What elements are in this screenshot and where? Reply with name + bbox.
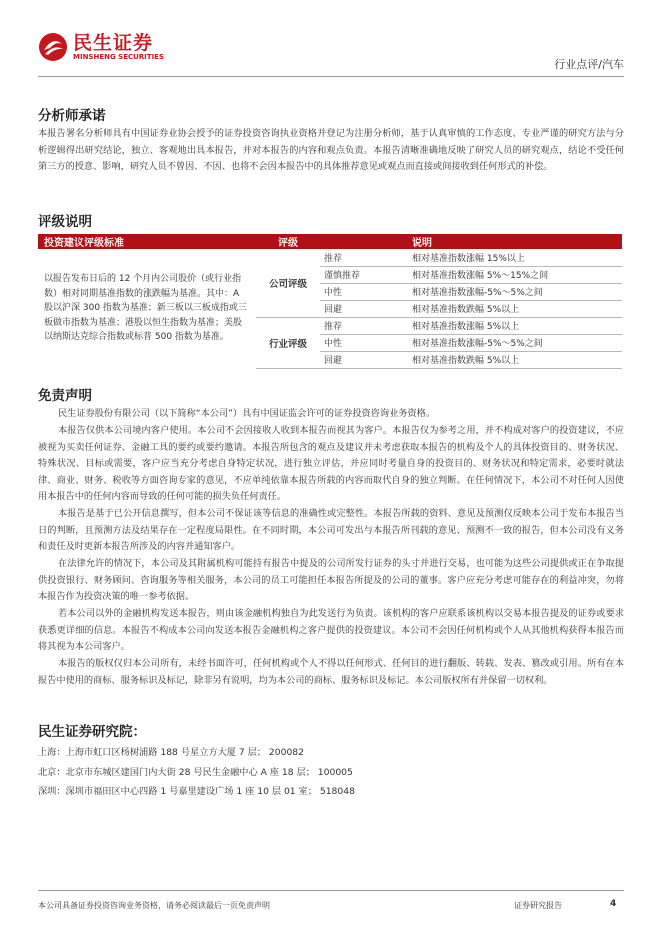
grade-description: 相对基准指数涨幅-5%～5%之间 (402, 283, 622, 300)
table-row (38, 249, 622, 266)
header-criteria: 投资建议评级标准 (38, 234, 256, 249)
rating-table (38, 234, 622, 369)
disclaimer-paragraph-2: 本报告仅供本公司境内客户使用。本公司不会因接收人收到本报告而视其为客户。本报告仅为参考之用，并不构成对客户的投资建议，不应被视为买卖任何证券、金融工具的要约或要约邀请。本报告所包含的观点及建议并未考虑获取本报告的机构及个人的具体投资目的、财务状况、特殊状况、目标或需要，客户应当充分考虑自身特定状况，进行独立评估，并应同时考量自身的投资目的、财务状况和特定需求，必要时就法律、商业、财务、税收等方面咨询专家的意见，不应单纯依靠本报告所载的内容而取代自身的独立判断。在任何情况下，本公司不对任何人因使用本报告中的任何内容而导致的任何可能的损失负任何责任。 (38, 425, 624, 503)
rating-criteria-description: 以报告发布日后的 12 个月内公司股价（或行业指数）相对同期基准指数的涨跌幅为基准。其中：A 股以沪深 300 指数为基准；新三板以三板成指或三板做市指数为基准；港股以恒生指数为基准；美股以纳斯达克综合指数或标普 500 指数为基准。 (44, 274, 247, 343)
grade-description: 相对基准指数涨幅 5%以上 (402, 317, 622, 334)
grade-description: 相对基准指数涨幅 5%～15%之间 (402, 266, 622, 283)
header-explanation: 说明 (402, 234, 622, 249)
grade-description: 相对基准指数跌幅 5%以上 (402, 300, 622, 317)
footer-divider (38, 890, 624, 891)
analyst-statement: 本报告署名分析师具有中国证券业协会授予的证券投资咨询执业资格并登记为注册分析师，基于认真审慎的工作态度、专业严谨的研究方法与分析逻辑得出研究结论，独立、客观地出具本报告，并对本报告的内容和观点负责。本报告清晰准确地反映了研究人员的研究观点，结论不受任何第三方的授意、影响，研究人员不曾因、不因、也将不会因本报告中的具体推荐意见或观点而直接或间接收到任何形式的补偿。 (38, 128, 624, 173)
address-beijing: 北京：北京市东城区建国门内大街 28 号民生金融中心 A 座 18 层； 100005 (38, 767, 353, 778)
grade-cell: 推荐 (320, 249, 402, 266)
grade-cell: 谨慎推荐 (320, 266, 402, 283)
header-grade: 评级 (256, 234, 320, 249)
disclaimer-paragraph-1: 民生证券股份有限公司（以下简称“本公司”）具有中国证监会许可的证券投资咨询业务资格。 (58, 408, 436, 419)
minsheng-logo-icon (38, 32, 68, 62)
address-shanghai: 上海：上海市虹口区杨树浦路 188 号星立方大厦 7 层； 200082 (38, 747, 304, 758)
report-category: 行业点评/汽车 (554, 58, 624, 71)
disclaimer-paragraph-5: 若本公司以外的金融机构发送本报告，则由该金融机构独自为此发送行为负责。该机构的客户应联系该机构以交易本报告提及的证券或要求获悉更详细的信息。本报告不构成本公司向发送本报告金融机构之客户提供的投资建议。本公司不会因任何机构或个人从其他机构获得本报告而将其视为本公司客户。 (38, 608, 624, 653)
logo-english-name: MINSHENG SECURITIES (73, 52, 164, 61)
grade-description: 相对基准指数涨幅-5%～5%之间 (402, 334, 622, 351)
header-divider (38, 76, 624, 77)
company-logo (38, 32, 164, 62)
grade-cell: 回避 (320, 300, 402, 317)
grade-description: 相对基准指数跌幅 5%以上 (402, 351, 622, 368)
rating-table-header (38, 234, 622, 249)
disclaimer-paragraph-3: 本报告是基于已公开信息撰写，但本公司不保证该等信息的准确性或完整性。本报告所载的资料、意见及预测仅反映本公司于发布本报告当日的判断，且预测方法及结果存在一定程度局限性。在不同时期，本公司可发出与本报告所刊载的意见、预测不一致的报告，但本公司没有义务和责任及时更新本报告所涉及的内容并通知客户。 (38, 508, 624, 553)
analyst-section-title: 分析师承诺 (38, 108, 106, 124)
disclaimer-paragraph-4: 在法律允许的情况下，本公司及其附属机构可能持有报告中提及的公司所发行证券的头寸并进行交易，也可能为这些公司提供或正在争取提供投资银行、财务顾问、咨询服务等相关服务，本公司的员工可能担任本报告所提及的公司的董事。客户应充分考虑可能存在的利益冲突，勿将本报告作为投资决策的唯一参考依据。 (38, 558, 624, 603)
disclaimer-section-title: 免责声明 (38, 388, 92, 404)
grade-cell: 中性 (320, 283, 402, 300)
header-blank (320, 234, 402, 249)
company-rating-label: 公司评级 (256, 249, 320, 317)
grade-description: 相对基准指数涨幅 15%以上 (402, 249, 622, 266)
grade-cell: 回避 (320, 351, 402, 368)
disclaimer-paragraph-6: 本报告的版权仅归本公司所有，未经书面许可，任何机构或个人不得以任何形式、任何目的进行翻版、转载、发表、篡改或引用。所有在本报告中使用的商标、服务标识及标记，除非另有说明，均为本公司的商标、服务标识及标记。本公司版权所有并保留一切权利。 (38, 658, 624, 686)
footer-report-type: 证券研究报告 (514, 901, 562, 910)
rating-section-title: 评级说明 (38, 214, 92, 230)
footer-disclaimer-note: 本公司具备证券投资咨询业务资格，请务必阅读最后一页免责声明 (38, 901, 270, 910)
institute-title: 民生证券研究院： (38, 724, 146, 740)
grade-cell: 推荐 (320, 317, 402, 334)
page-number: 4 (610, 899, 617, 909)
industry-rating-label: 行业评级 (256, 317, 320, 368)
address-shenzhen: 深圳：深圳市福田区中心四路 1 号嘉里建设广场 1 座 10 层 01 室； 518048 (38, 786, 355, 797)
grade-cell: 中性 (320, 334, 402, 351)
logo-chinese-name: 民生证券 (73, 31, 154, 54)
page-header (38, 32, 624, 76)
